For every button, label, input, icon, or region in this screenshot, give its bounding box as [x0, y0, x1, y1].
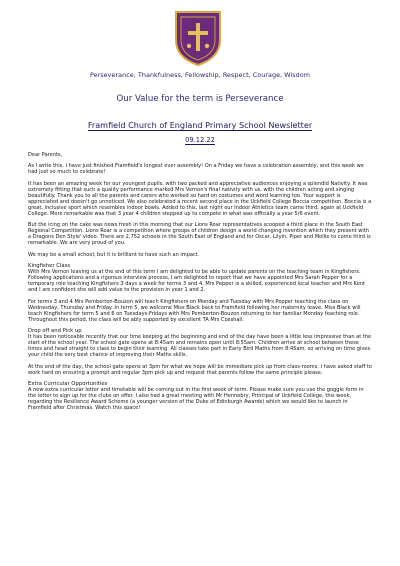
- kingfisher-heading: Kingfisher Class: [28, 263, 71, 270]
- extra-curricular-paragraph-1: A new extra curricular letter and timetable will be coming out in the first week of term. Please make sure you use the goggle form in the letter to sign up for the clubs on offer. I also had a great meeting with Mr Hennebry, Principal of Uckfield College, this week, regarding the Resilience Award Scheme (a younger version of the Duke of Edinburgh Awards) which we would like to launch in Framfield after Christmas. Watch this space!: [28, 387, 364, 412]
- newsletter-title: [0, 120, 400, 130]
- intro-paragraph-2: It has been an amazing week for our youngest pupils, with two packed and appreciative audiences enjoying a splendid Nativity. It was extremely fitting that such a quality performance marked Mrs Vernon's final nativity with us, with the children acting and singing beautifully. Thank you to all the parents and carers who worked so hard on costumes and word learning too. Your support is appreciated and doesn't go unnoticed. We also celebrated a recent second place in the Uckfield College Boccia competition. Boccia is a great, inclusive sport which resembles indoor bowls. Added to this, last night our Indoor Athletics team came third, again at Uckfield College. More remarkable was that 3 year 4 children stepped up to compete in what was officially a year 5/6 event.: [28, 180, 372, 217]
- intro-paragraph-4: We may be a small school, but it is brilliant to have such an impact.: [28, 251, 200, 258]
- school-crest-logo: [172, 10, 224, 66]
- extra-curricular-heading: Extra Curricular Opportunities: [28, 381, 108, 388]
- intro-paragraph-1: As I write this, I have just finished Framfield's longest ever assembly! On a Friday we have a celebration assembly, and this week we had just so much to celebrate!: [28, 163, 364, 176]
- newsletter-date: [0, 136, 400, 144]
- dropoff-heading: Drop off and Pick up: [28, 328, 82, 335]
- dropoff-paragraph-2: At the end of the day, the school gate opens at 3pm for what we hope will be immediate pick up from class-rooms. I have asked staff to work hard on ensuring a prompt and regular 3pm pick up and request that parents follow the same principle please.: [28, 363, 372, 376]
- term-value-heading: Our Value for the term is Perseverance: [116, 94, 284, 104]
- kingfisher-paragraph-1: With Mrs Vernon leaving us at the end of this term I am delighted to be able to update parents on the teaching team in Kingfishers. Following applications and a rigorous interview process, I am delighted to report that we have appointed Mrs Sarah Pepper for a temporary role teaching Kingfishers 3 days a week for terms 3 and 4. Mrs Pepper is a skilled, experienced local teacher and Mrs Kent and I are confident she will add value to the provision in year 1 and 2.: [28, 269, 365, 294]
- intro-paragraph-3: But the icing on the cake was news fresh in this morning that our Lions Roar representatives scooped a third place in the South East Regional Competition. Lions Roar is a competition where groups of children design a world changing invention which they present with a Dragons Den Style' video. There are 2,752 schools in the South East of England and for Oscar, Lilyin, Piper and Mollie to come third is remarkable. We are very proud of you.: [28, 222, 371, 247]
- newsletter-date-text: 09.12.22: [185, 136, 215, 144]
- school-values-line: Perseverance, Thankfulness, Fellowship, Respect, Courage, Wisdom: [89, 71, 311, 79]
- newsletter-body: [28, 152, 372, 417]
- newsletter-title-text: Framfield Church of England Primary School Newsletter: [87, 120, 313, 130]
- kingfisher-paragraph-2: For terms 3 and 4 Mrs Pemberton-Bouzon will teach Kingfishers on Monday and Tuesday with Mrs Pepper teaching the class on Wednesday, Thursday and Friday. In term 5, we welcome Miss Black back to Framfield following her maternity leave. Miss Black will teach Kingfishers for term 5 and 6 on Tuesdays-Fridays with Mrs Pemberton-Bouzon returning to her familiar Monday teaching role. Throughout this period, the class will be ably supported by excellent TA Mrs Coxshall.: [28, 298, 361, 323]
- greeting: Dear Parents,: [28, 152, 63, 158]
- dropoff-paragraph-1: It has been noticeable recently that our time keeping at the beginning and end of the day have been a little less impressive than at the start of the school year. The school gate opens at 8:45am and remains open until 8:55am. Children arrive at school between these times and head straight to class to begin their learning. All classes take part in Early Bird Maths from 8:45am, so arriving on time gives your child the very best chance of improving their Maths skills.: [28, 334, 372, 359]
